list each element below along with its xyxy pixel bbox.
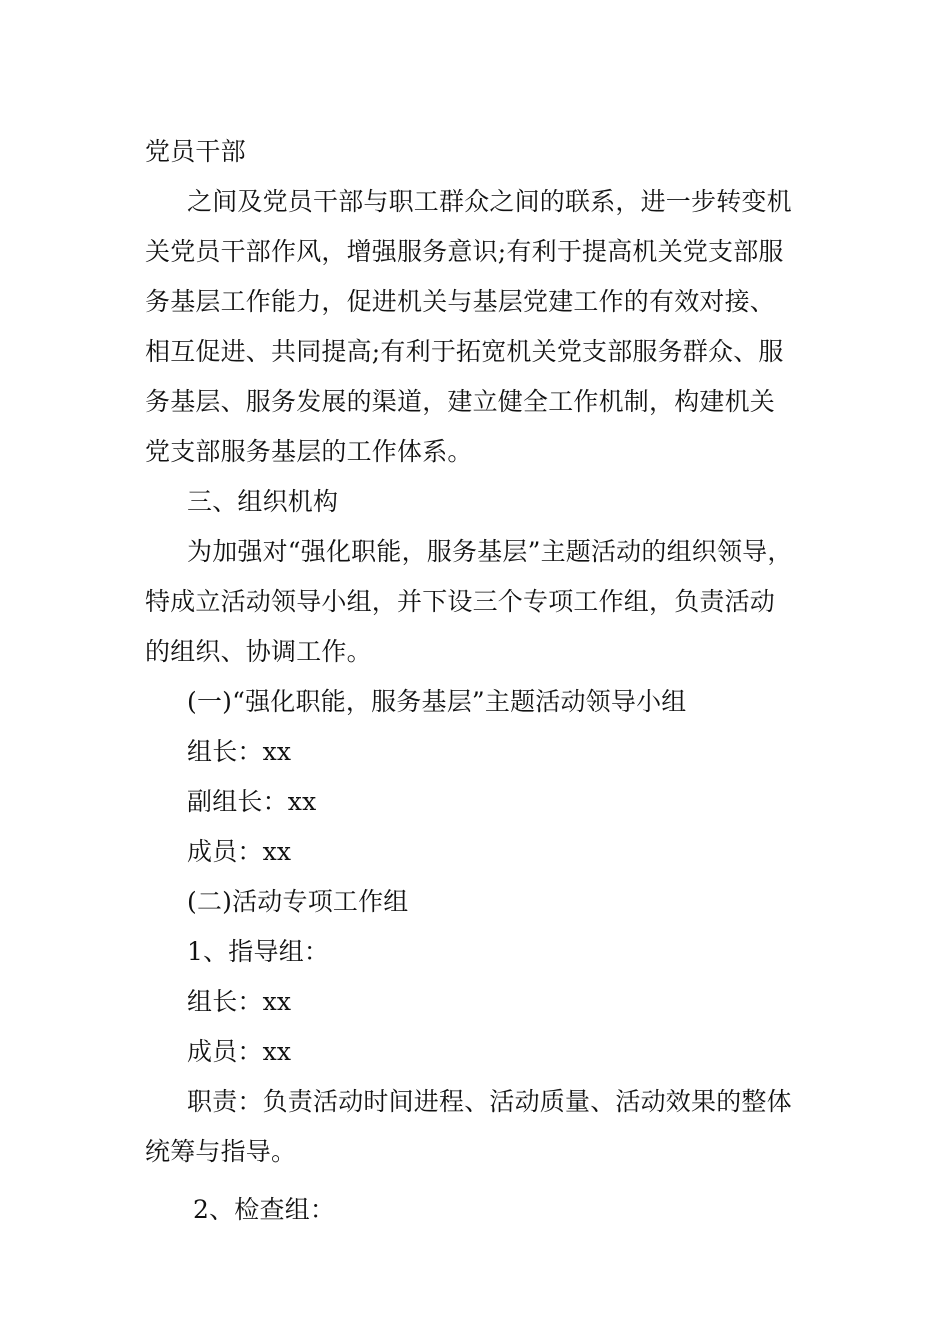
paragraph-line: 关党员干部作风，增强服务意识;有利于提高机关党支部服 <box>145 237 784 266</box>
paragraph-line: 的组织、协调工作。 <box>145 637 372 666</box>
paragraph-line: 职责：负责活动时间进程、活动质量、活动效果的整体 <box>187 1087 792 1116</box>
list-item: 组长：xx <box>187 987 292 1016</box>
paragraph-line: 务基层、服务发展的渠道，建立健全工作机制，构建机关 <box>145 387 776 416</box>
list-item: 成员：xx <box>187 837 292 866</box>
section-heading: 三、组织机构 <box>187 487 339 516</box>
paragraph-line: 务基层工作能力，促进机关与基层党建工作的有效对接、 <box>145 287 776 316</box>
paragraph-line: 党支部服务基层的工作体系。 <box>145 437 473 466</box>
paragraph-line: 统筹与指导。 <box>145 1137 297 1166</box>
group-heading: 2、检查组： <box>193 1195 336 1224</box>
list-item: 成员：xx <box>187 1037 292 1066</box>
subsection-heading: (一)“强化职能，服务基层”主题活动领导小组 <box>187 687 687 716</box>
list-item: 组长：xx <box>187 737 292 766</box>
list-item: 副组长：xx <box>187 787 317 816</box>
paragraph-line: 为加强对“强化职能，服务基层”主题活动的组织领导， <box>187 537 793 566</box>
group-heading: 1、指导组： <box>187 937 330 966</box>
text-line: 党员干部 <box>145 137 246 166</box>
subsection-heading: (二)活动专项工作组 <box>187 887 409 916</box>
paragraph-line: 相互促进、共同提高;有利于拓宽机关党支部服务群众、服 <box>145 337 784 366</box>
paragraph-line: 之间及党员干部与职工群众之间的联系，进一步转变机 <box>187 187 792 216</box>
document-body <box>145 127 810 1235</box>
paragraph-line: 特成立活动领导小组，并下设三个专项工作组，负责活动 <box>145 587 776 616</box>
